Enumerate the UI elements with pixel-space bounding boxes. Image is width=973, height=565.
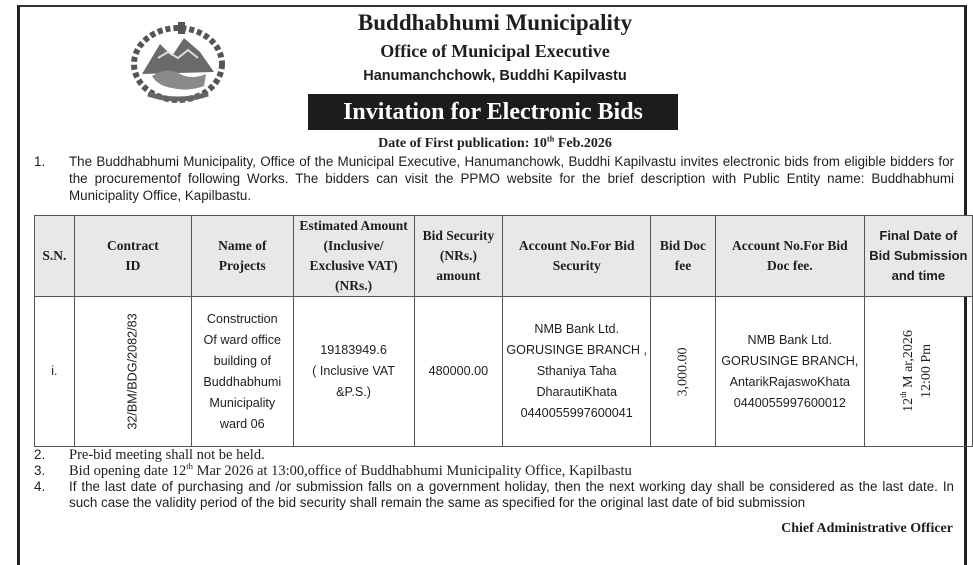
notes-list <box>34 447 954 511</box>
header-project-name: Name of Projects <box>192 216 294 297</box>
header-sn: S.N. <box>35 216 75 297</box>
note-item: 2. Pre-bid meeting shall not be held. <box>34 447 265 463</box>
cell-bid-security: 480000.00 <box>414 297 503 447</box>
publication-date: Date of First publication: 10th Feb.2026 <box>378 134 612 151</box>
paragraph-number: 1. <box>34 154 46 169</box>
signatory-title: Chief Administrative Officer <box>781 521 953 536</box>
municipality-name: Buddhabhumi Municipality <box>357 10 633 35</box>
table-header-row <box>35 216 973 297</box>
header-account-doc-fee: Account No.For Bid Doc fee. <box>715 216 864 297</box>
table-row <box>35 297 973 447</box>
paragraph-text: The Buddhabhumi Municipality, Office of the Municipal Executive, Hanumanchowk, Buddhi Kapilvastu invites electronic bids from eligible bidders for the procurementof following Works. The bidders can visit the PPMO website for the brief description with Public Entity name: Buddhabhumi Municipality Office, Kapilbastu. <box>69 154 954 203</box>
cell-final-date: 12th M ar,2026 12:00 Pm <box>864 297 972 447</box>
cell-estimated-amount: 19183949.6 ( Inclusive VAT &P.S.) <box>293 297 414 447</box>
header-final-date: Final Date of Bid Submission and time <box>864 216 972 297</box>
cell-account-bid-security: NMB Bank Ltd. GORUSINGE BRANCH , Sthaniya Taha DharautiKhata 0440055997600041 <box>503 297 651 447</box>
header-bid-security: Bid Security (NRs.) amount <box>414 216 503 297</box>
bids-table <box>34 215 973 447</box>
header-bid-doc-fee: Bid Doc fee <box>651 216 716 297</box>
header-estimated-amount: Estimated Amount (Inclusive/ Exclusive VAT) (NRs.) <box>293 216 414 297</box>
header-account-bid-security: Account No.For Bid Security <box>503 216 651 297</box>
notice-title-banner: Invitation for Electronic Bids <box>308 94 678 130</box>
nepal-government-emblem-icon <box>128 18 228 104</box>
cell-project-name: Construction Of ward office building of Buddhabhumi Municipality ward 06 <box>192 297 294 447</box>
cell-contract-id: 32/BM/BDG/2082/83 <box>74 297 191 447</box>
cell-sn: i. <box>35 297 75 447</box>
cell-account-doc-fee: NMB Bank Ltd. GORUSINGE BRANCH, AntarikRajaswoKhata 0440055997600012 <box>715 297 864 447</box>
office-address: Hanumanchchowk, Buddhi Kapilvastu <box>363 68 627 84</box>
office-name: Office of Municipal Executive <box>380 41 610 61</box>
note-item: 4. If the last date of purchasing and /or submission falls on a government holiday, then the next working day shall be considered as the last date. In such case the validity period of the bid security shall remain the same as specified for the original last date of bid submission <box>34 479 954 510</box>
note-item: 3. Bid opening date 12th Mar 2026 at 13:00,office of Buddhabhumi Municipality Office, Kapilbastu <box>34 461 632 479</box>
cell-bid-doc-fee: 3,000.00 <box>651 297 716 447</box>
header-contract-id: Contract ID <box>74 216 191 297</box>
